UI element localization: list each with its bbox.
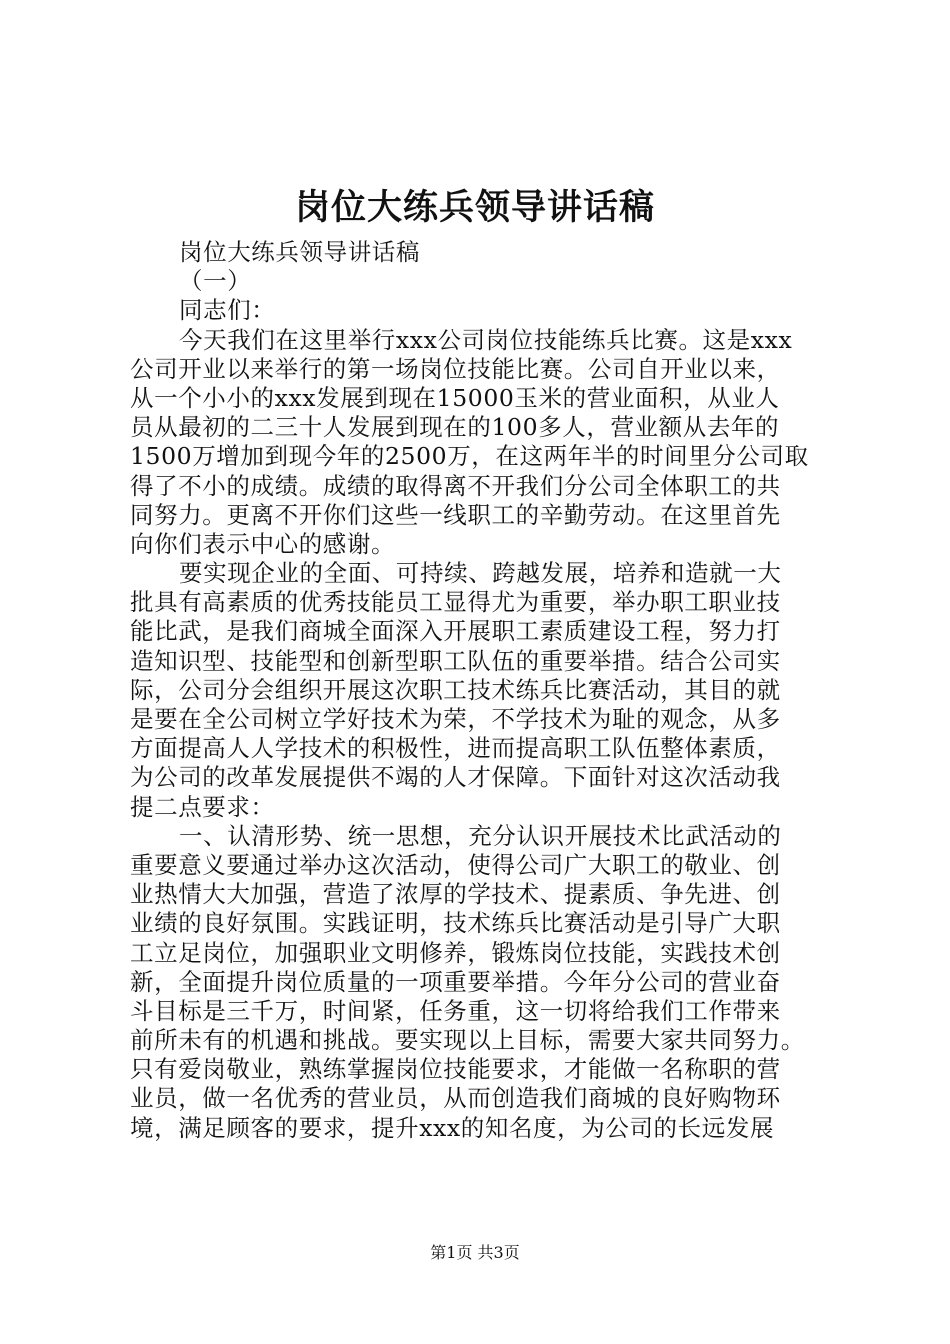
document-title: 岗位大练兵领导讲话稿: [294, 187, 655, 228]
text-line: 一、认清形势、统一思想，充分认识开展技术比武活动的: [179, 821, 782, 850]
subtitle-line: 岗位大练兵领导讲话稿: [179, 238, 420, 266]
text-line: 公司开业以来举行的第一场岗位技能比赛。公司自开业以来，: [130, 354, 781, 383]
text-line: 能比武，是我们商城全面深入开展职工素质建设工程，努力打: [130, 617, 781, 646]
text-line: 重要意义要通过举办这次活动，使得公司广大职工的敬业、创: [130, 850, 781, 879]
text-line: 员从最初的二三十人发展到现在的100多人，营业额从去年的: [130, 413, 780, 442]
text-line: 际，公司分会组织开展这次职工技术练兵比赛活动，其目的就: [130, 675, 781, 704]
text-line: 提二点要求：: [130, 792, 275, 821]
text-line: 今天我们在这里举行xxx公司岗位技能练兵比赛。这是xxx: [179, 325, 793, 354]
text-line: 要实现企业的全面、可持续、跨越发展，培养和造就一大: [179, 559, 782, 588]
text-line: 从一个小小的xxx发展到现在15000玉米的营业面积，从业人: [130, 383, 780, 412]
text-line: 新，全面提升岗位质量的一项重要举措。今年分公司的营业奋: [130, 967, 781, 996]
text-line: 工立足岗位，加强职业文明修养，锻炼岗位技能，实践技术创: [130, 938, 781, 967]
text-line: 批具有高素质的优秀技能员工显得尤为重要，举办职工职业技: [130, 588, 781, 617]
text-line: 得了不小的成绩。成绩的取得离不开我们分公司全体职工的共: [130, 471, 781, 500]
text-line: 斗目标是三千万，时间紧，任务重，这一切将给我们工作带来: [130, 996, 781, 1025]
text-line: 业绩的良好氛围。实践证明，技术练兵比赛活动是引导广大职: [130, 909, 781, 938]
text-line: 是要在全公司树立学好技术为荣，不学技术为耻的观念，从多: [130, 705, 781, 733]
text-line: 方面提高人人学技术的积极性，进而提高职工队伍整体素质，: [130, 734, 781, 763]
text-line: 造知识型、技能型和创新型职工队伍的重要举措。结合公司实: [130, 646, 781, 675]
text-line: 1500万增加到现今年的2500万，在这两年半的时间里分公司取: [130, 442, 809, 471]
text-line: 业员，做一名优秀的营业员，从而创造我们商城的良好购物环: [130, 1084, 781, 1113]
salutation: 同志们：: [179, 296, 276, 325]
text-line: 业热情大大加强，营造了浓厚的学技术、提素质、争先进、创: [130, 880, 781, 909]
text-line: 为公司的改革发展提供不竭的人才保障。下面针对这次活动我: [130, 763, 781, 792]
section-marker: （一）: [179, 267, 252, 296]
text-line: 境，满足顾客的要求，提升xxx的知名度，为公司的长远发展: [130, 1113, 775, 1142]
text-line: 前所未有的机遇和挑战。要实现以上目标，需要大家共同努力。: [130, 1026, 805, 1055]
document-body: [130, 238, 840, 1143]
page-footer: 第1页 共3页: [430, 1243, 520, 1262]
text-line: 同努力。更离不开你们这些一线职工的辛勤劳动。在这里首先: [130, 500, 781, 529]
text-line: 只有爱岗敬业，熟练掌握岗位技能要求，才能做一名称职的营: [130, 1055, 781, 1084]
text-line: 向你们表示中心的感谢。: [130, 529, 396, 558]
